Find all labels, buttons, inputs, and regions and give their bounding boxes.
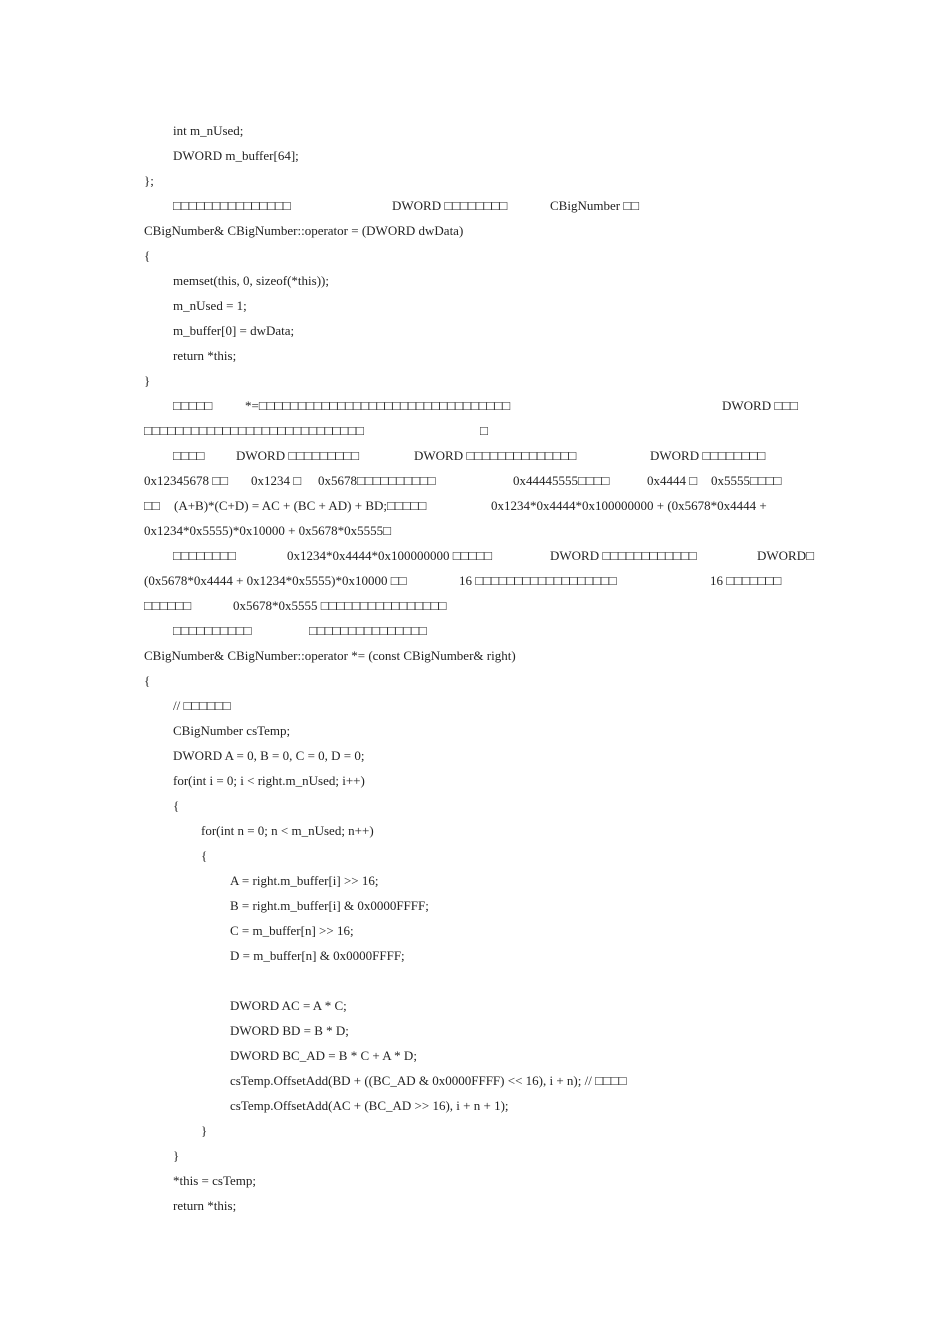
code-text: { — [144, 248, 151, 263]
paragraph-line — [0, 193, 950, 218]
paragraph-text: 0x1234 □ — [251, 473, 302, 488]
code-text: { — [144, 673, 151, 688]
paragraph-text: □□ — [144, 498, 160, 513]
code-text: } — [144, 373, 151, 388]
code-line — [0, 368, 950, 393]
paragraph-text: DWORD □□□□□□□□ — [392, 198, 508, 213]
paragraph-line — [0, 518, 950, 543]
code-text: m_buffer[0] = dwData; — [173, 323, 295, 338]
paragraph-text: DWORD □□□ — [722, 398, 798, 413]
paragraph-text: (0x5678*0x4444 + 0x1234*0x5555)*0x10000 □□ — [144, 573, 407, 588]
code-text: csTemp.OffsetAdd(BD + ((BC_AD & 0x0000FFFF) << 16), i + n); // □□□□ — [230, 1073, 627, 1088]
code-line — [0, 243, 950, 268]
code-text: DWORD BD = B * D; — [230, 1023, 349, 1038]
code-line — [0, 668, 950, 693]
code-text: CBigNumber& CBigNumber::operator *= (const CBigNumber& right) — [144, 648, 516, 663]
code-line — [0, 693, 950, 718]
code-text: { — [201, 848, 208, 863]
paragraph-text: 0x5678*0x5555 □□□□□□□□□□□□□□□□ — [233, 598, 447, 613]
paragraph-text: 0x1234*0x4444*0x100000000 □□□□□ — [287, 548, 493, 563]
code-line — [0, 118, 950, 143]
code-text: int m_nUsed; — [173, 123, 244, 138]
paragraph-text: □□□□□□□□□□□□□□□□□□□□□□□□□□□□ — [144, 423, 364, 438]
paragraph-line — [0, 593, 950, 618]
paragraph-text: DWORD □□□□□□□□ — [650, 448, 766, 463]
paragraph-text: 0x5555□□□□ — [711, 473, 782, 488]
code-line — [0, 843, 950, 868]
paragraph-text: *=□□□□□□□□□□□□□□□□□□□□□□□□□□□□□□□□ — [245, 398, 511, 413]
code-text: for(int i = 0; i < right.m_nUsed; i++) — [173, 773, 365, 788]
code-line — [0, 943, 950, 968]
code-line — [0, 993, 950, 1018]
paragraph-text: (A+B)*(C+D) = AC + (BC + AD) + BD;□□□□□ — [174, 498, 427, 513]
paragraph-text: □□□□□□□□□□ — [173, 623, 252, 638]
code-text: DWORD BC_AD = B * C + A * D; — [230, 1048, 417, 1063]
paragraph-text: □□□□□ — [173, 398, 213, 413]
code-line — [0, 643, 950, 668]
paragraph-text: 0x1234*0x5555)*0x10000 + 0x5678*0x5555□ — [144, 523, 392, 538]
code-text: }; — [144, 173, 154, 188]
paragraph-line — [0, 543, 950, 568]
code-line — [0, 293, 950, 318]
paragraph-text: 0x4444 □ — [647, 473, 698, 488]
code-line — [0, 318, 950, 343]
paragraph-text: □□□□□□□□□□□□□□□ — [173, 198, 291, 213]
code-text: } — [201, 1123, 208, 1138]
paragraph-line — [0, 568, 950, 593]
paragraph-text: DWORD □□□□□□□□□□□□ — [550, 548, 697, 563]
code-line — [0, 1018, 950, 1043]
paragraph-line — [0, 443, 950, 468]
code-text: *this = csTemp; — [173, 1173, 256, 1188]
code-line — [0, 1043, 950, 1068]
code-text: CBigNumber csTemp; — [173, 723, 291, 738]
paragraph-text: □□□□□□□□ — [173, 548, 236, 563]
paragraph-line — [0, 493, 950, 518]
code-text: return *this; — [173, 348, 237, 363]
code-comment: // □□□□□□ — [173, 698, 231, 713]
paragraph-text: DWORD □□□□□□□□□□□□□□ — [414, 448, 577, 463]
paragraph-text: DWORD □□□□□□□□□ — [236, 448, 360, 463]
code-line — [0, 343, 950, 368]
code-text: DWORD AC = A * C; — [230, 998, 347, 1013]
paragraph-text: CBigNumber □□ — [550, 198, 640, 213]
code-line — [0, 1068, 950, 1093]
code-text: DWORD A = 0, B = 0, C = 0, D = 0; — [173, 748, 365, 763]
code-line — [0, 1143, 950, 1168]
code-text: DWORD m_buffer[64]; — [173, 148, 299, 163]
paragraph-line — [0, 468, 950, 493]
code-line — [0, 918, 950, 943]
code-line — [0, 1093, 950, 1118]
paragraph-text: 0x5678□□□□□□□□□□ — [318, 473, 436, 488]
paragraph-text: □□□□ — [173, 448, 205, 463]
paragraph-line — [0, 393, 950, 418]
code-line — [0, 818, 950, 843]
code-text: csTemp.OffsetAdd(AC + (BC_AD >> 16), i + n + 1); — [230, 1098, 509, 1113]
paragraph-text: DWORD□ — [757, 548, 814, 563]
code-line — [0, 1168, 950, 1193]
code-text: CBigNumber& CBigNumber::operator = (DWORD dwData) — [144, 223, 464, 238]
paragraph-text: □□□□□□ — [144, 598, 192, 613]
paragraph-text: 0x44445555□□□□ — [513, 473, 610, 488]
paragraph-text: □ — [480, 423, 488, 438]
code-text: B = right.m_buffer[i] & 0x0000FFFF; — [230, 898, 429, 913]
code-line — [0, 868, 950, 893]
code-text: memset(this, 0, sizeof(*this)); — [173, 273, 329, 288]
code-text: A = right.m_buffer[i] >> 16; — [230, 873, 379, 888]
code-text: m_nUsed = 1; — [173, 298, 247, 313]
code-text: for(int n = 0; n < m_nUsed; n++) — [201, 823, 374, 838]
code-line — [0, 718, 950, 743]
paragraph-text: 0x1234*0x4444*0x100000000 + (0x5678*0x4444 + — [491, 498, 767, 513]
code-line — [0, 1193, 950, 1218]
paragraph-text: □□□□□□□□□□□□□□□ — [309, 623, 427, 638]
code-line — [0, 1118, 950, 1143]
paragraph-text: 0x12345678 □□ — [144, 473, 228, 488]
code-text: C = m_buffer[n] >> 16; — [230, 923, 354, 938]
code-line — [0, 768, 950, 793]
code-text: D = m_buffer[n] & 0x0000FFFF; — [230, 948, 405, 963]
code-line — [0, 218, 950, 243]
code-line — [0, 893, 950, 918]
code-line — [0, 268, 950, 293]
paragraph-line — [0, 418, 950, 443]
paragraph-text: 16 □□□□□□□ — [710, 573, 782, 588]
code-line — [0, 793, 950, 818]
paragraph-line — [0, 618, 950, 643]
code-text: return *this; — [173, 1198, 237, 1213]
code-line — [0, 743, 950, 768]
code-text: } — [173, 1148, 180, 1163]
paragraph-text: 16 □□□□□□□□□□□□□□□□□□ — [459, 573, 617, 588]
code-line — [0, 168, 950, 193]
code-line — [0, 143, 950, 168]
code-text: { — [173, 798, 180, 813]
